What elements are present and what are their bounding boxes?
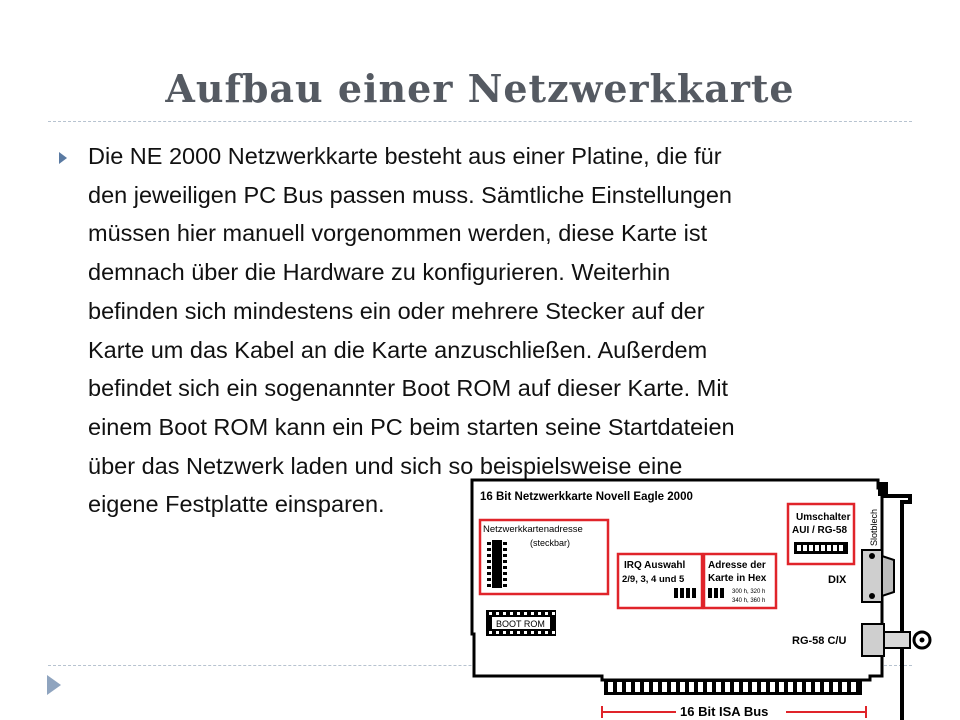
network-card-diagram: [470, 476, 960, 720]
body-paragraph: [88, 137, 918, 524]
rg58-label: RG-58 C/U: [792, 635, 847, 647]
bnc-connector: [862, 624, 930, 656]
hex-address-label-1: Adresse der: [708, 560, 766, 571]
dix-label: DIX: [828, 574, 847, 586]
hex-address-label-2: Karte in Hex: [708, 573, 767, 584]
switch-dip: [794, 542, 848, 554]
irq-values: 2/9, 3, 4 und 5: [622, 574, 685, 585]
paragraph-line: über das Netzwerk laden und sich so beispielsweise eine: [88, 452, 683, 479]
address-sublabel: (steckbar): [530, 538, 571, 548]
paragraph-line: demnach über die Hardware zu konfigurieren. Weiterhin: [88, 259, 671, 286]
next-slide-arrow-icon[interactable]: [47, 675, 61, 695]
switch-label-1: Umschalter: [796, 512, 851, 523]
network-card-svg: [470, 476, 960, 720]
slot-label: Slotblech: [869, 508, 879, 546]
isa-bus-contacts: [604, 679, 862, 695]
irq-label: IRQ Auswahl: [624, 560, 686, 571]
paragraph-line: einem Boot ROM kann ein PC beim starten seine Startdateien: [88, 413, 735, 440]
title-divider: [48, 121, 912, 122]
switch-label-2: AUI / RG-58: [792, 525, 848, 536]
paragraph-line: befindet sich ein sogenannter Boot ROM auf dieser Karte. Mit: [88, 375, 729, 402]
slide-title: Aufbau einer Netzwerkkarte: [165, 66, 795, 111]
hex-address-values-2: 340 h, 360 h: [732, 598, 766, 604]
paragraph-line: den jeweiligen PC Bus passen muss. Sämtliche Einstellungen: [88, 181, 732, 208]
triangle-bullet-icon: [59, 152, 67, 164]
hex-address-jumpers: [708, 588, 724, 598]
bus-label: 16 Bit ISA Bus: [680, 704, 769, 719]
paragraph-line: müssen hier manuell vorgenommen werden, diese Karte ist: [88, 220, 708, 247]
paragraph-line: befinden sich mindestens ein oder mehrere Stecker auf der: [88, 297, 705, 324]
paragraph-line: Die NE 2000 Netzwerkkarte besteht aus einer Platine, die für: [88, 143, 722, 169]
boot-rom-label: BOOT ROM: [496, 619, 545, 629]
address-label: Netzwerkkartenadresse: [483, 524, 583, 535]
hex-address-values-1: 300 h, 320 h: [732, 589, 766, 595]
paragraph-line: eigene Festplatte einsparen.: [88, 491, 385, 518]
paragraph-line: Karte um das Kabel an die Karte anzuschließen. Außerdem: [88, 336, 708, 363]
card-title: 16 Bit Netzwerkkarte Novell Eagle 2000: [480, 491, 693, 503]
dix-connector: [862, 550, 894, 602]
